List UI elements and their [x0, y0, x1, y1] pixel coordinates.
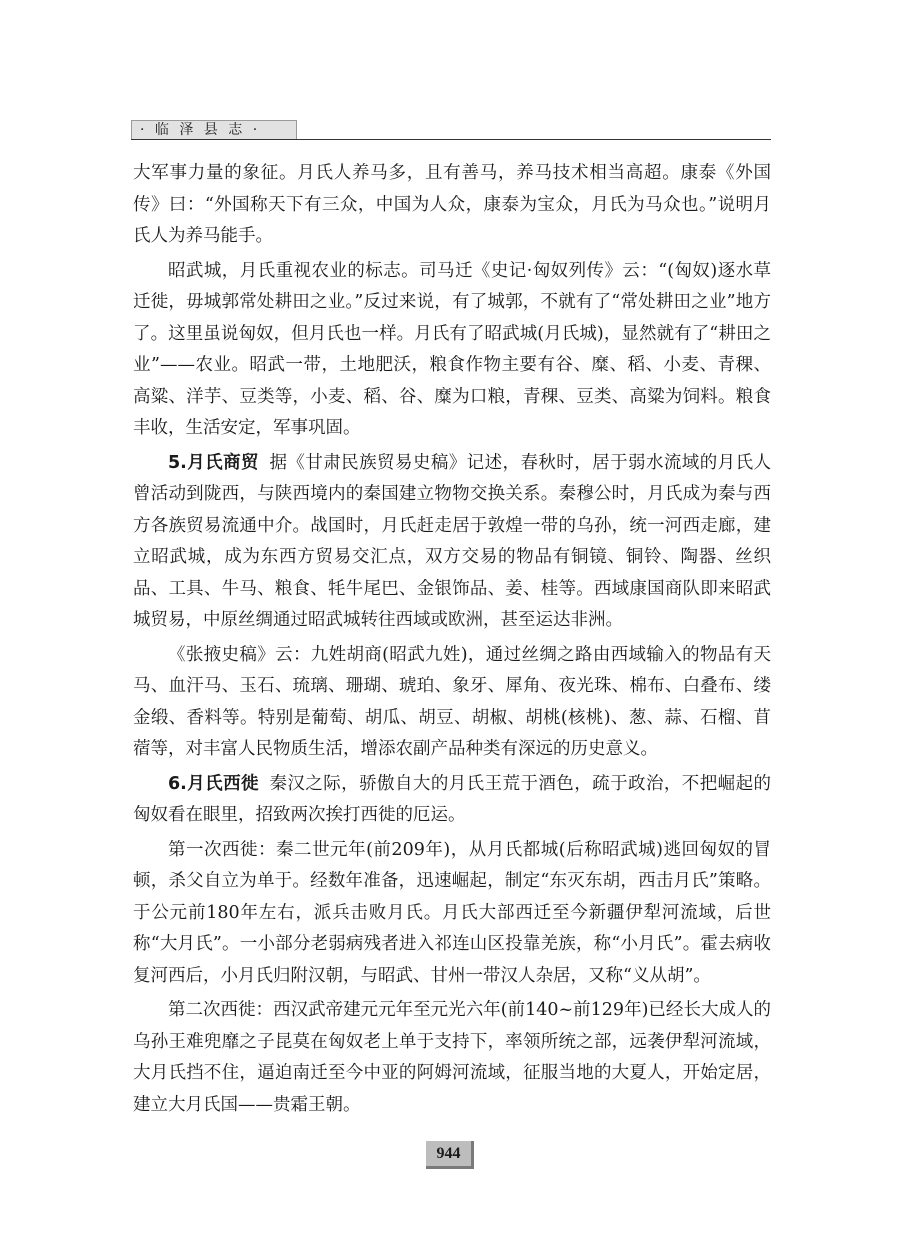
paragraph: 昭武城，月氏重视农业的标志。司马迁《史记·匈奴列传》云：“(匈奴)逐水草迁徙，毋城郭常处耕田之业。”反过来说，有了城郭，不就有了“常处耕田之业”地方了。这里虽说匈奴，但月氏也一样。月氏有了昭武城(月氏城)，显然就有了“耕田之业”——农业。昭武一带，土地肥沃，粮食作物主要有谷、糜、稻、小麦、青稞、高粱、洋芋、豆类等，小麦、稻、谷、糜为口粮，青稞、豆类、高粱为饲料。粮食丰收，生活安定，军事巩固。 [133, 260, 771, 438]
page-number: 944 [426, 1141, 474, 1169]
section-title: 5.月氏商贸 [168, 452, 259, 473]
paragraph: 第二次西徙：西汉武帝建元元年至元光六年(前140~前129年)已经长大成人的乌孙王难兜靡之子昆莫在匈奴老上单于支持下，率领所统之部，远袭伊犁河流域，大月氏挡不住，逼迫南迁至今中亚的阿姆河流域，征服当地的大夏人，开始定居，建立大月氏国——贵霜王朝。 [133, 1000, 771, 1115]
paragraph: 6.月氏西徙 秦汉之际，骄傲自大的月氏王荒于酒色，疏于政治，不把崛起的匈奴看在眼里，招致两次挨打西徙的厄运。 [133, 773, 772, 825]
section-title: 6.月氏西徙 [168, 773, 259, 794]
header-rule [131, 139, 771, 140]
paragraph: 第一次西徙：秦二世元年(前209年)，从月氏都城(后称昭武城)逃回匈奴的冒顿，杀父自立为单于。经数年准备，迅速崛起，制定“东灭东胡，西击月氏”策略。于公元前180年左右，派兵击败月氏。月氏大部西迁至今新疆伊犁河流域，后世称“大月氏”。一小部分老弱病残者进入祁连山区投靠羌族，称“小月氏”。霍去病收复河西后，小月氏归附汉朝，与昭武、甘州一带汉人杂居，又称“义从胡”。 [133, 839, 771, 986]
paragraph: 大军事力量的象征。月氏人养马多，且有善马，养马技术相当高超。康泰《外国传》曰：“外国称天下有三众，中国为人众，康泰为宝众，月氏为马众也。”说明月氏人为养马能手。 [133, 163, 771, 246]
paragraph: 《张掖史稿》云：九姓胡商(昭武九姓)，通过丝绸之路由西域输入的物品有天马、血汗马、玉石、琉璃、珊瑚、琥珀、象牙、犀角、夜光珠、棉布、白叠布、缕金缎、香料等。特别是葡萄、胡瓜、胡豆、胡椒、胡桃(核桃)、葱、蒜、石榴、苜蓿等，对丰富人民物质生活，增添农副产品种类有深远的历史意义。 [133, 644, 771, 759]
paragraph: 5.月氏商贸 据《甘肃民族贸易史稿》记述，春秋时，居于弱水流域的月氏人曾活动到陇西，与陕西境内的秦国建立物物交换关系。秦穆公时，月氏成为秦与西方各族贸易流通中介。战国时，月氏赶走居于敦煌一带的乌孙，统一河西走廊，建立昭武城，成为东西方贸易交汇点，双方交易的物品有铜镜、铜铃、陶器、丝织品、工具、牛马、粮食、牦牛尾巴、金银饰品、姜、桂等。西域康国商队即来昭武城贸易，中原丝绸通过昭武城转往西域或欧洲，甚至运达非洲。 [133, 452, 772, 630]
header-title: · 临 泽 县 志 · [131, 120, 297, 139]
body-text [133, 158, 771, 1124]
running-header [131, 120, 771, 142]
